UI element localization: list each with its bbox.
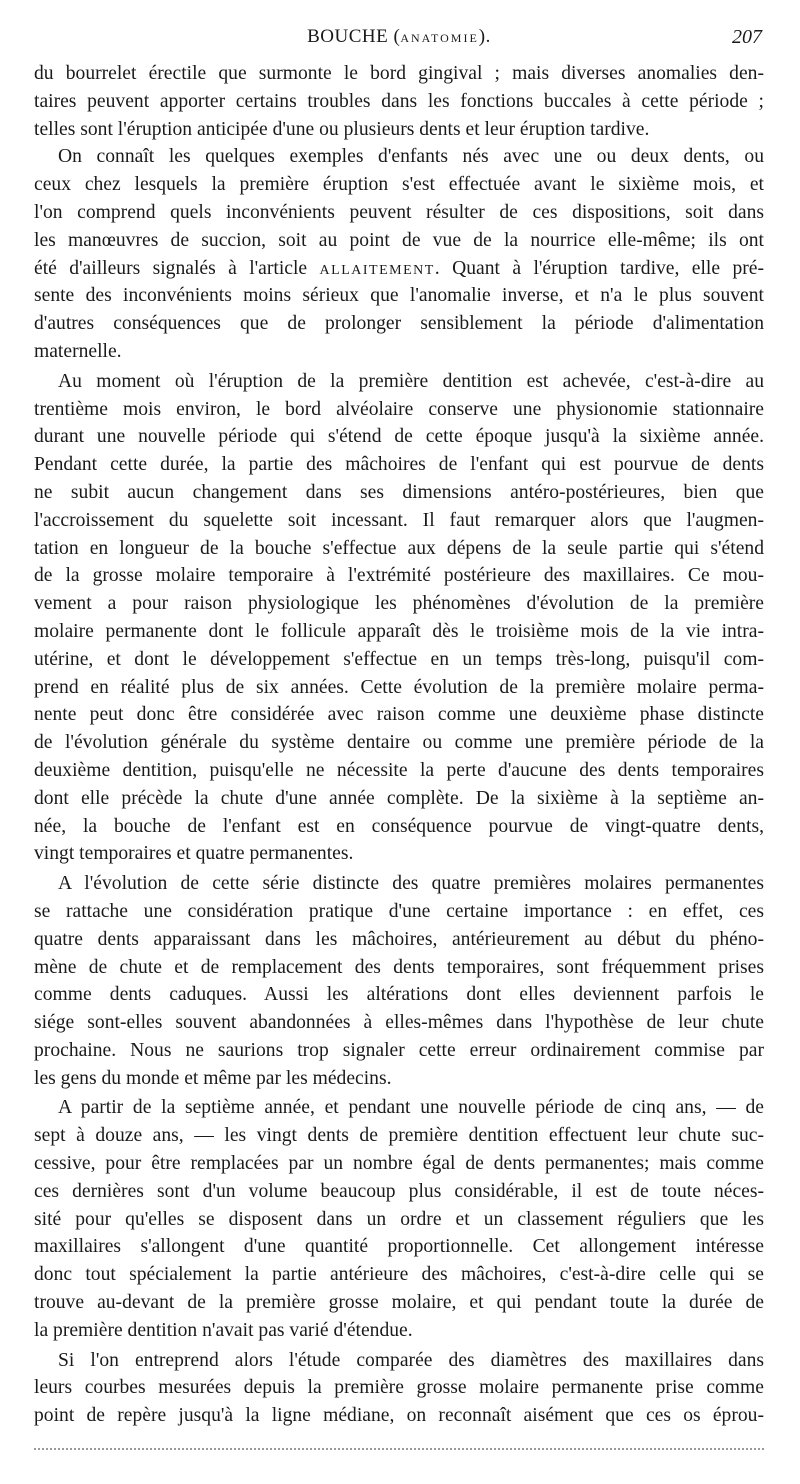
- text-line: mène de chute et de remplacement des dents temporaires, sont fréquemment prises: [34, 956, 764, 978]
- text-line: cessive, pour être remplacées par un nombre égal de dents permanentes; mais comme: [34, 1153, 764, 1175]
- running-title: [34, 26, 764, 48]
- text-line: siége sont-elles souvent abandonnées à elles-mêmes dans l'hypothèse de leur chute: [34, 1012, 764, 1034]
- text-line: A l'évolution de cette série distincte des quatre premières molaires permanentes: [58, 873, 764, 895]
- text-line: Au moment où l'éruption de la première dentition est achevée, c'est-à-dire au: [58, 370, 764, 392]
- paragraph: [34, 368, 764, 868]
- text-line: sité pour qu'elles se disposent dans un ordre et un classement réguliers que les: [34, 1208, 764, 1230]
- text-line: vingt temporaires et quatre permanentes.: [34, 843, 354, 865]
- text-segment: été d'ailleurs signalés à l'article: [34, 257, 320, 279]
- text-line: nente peut donc être considérée avec raison comme une deuxième phase distincte: [34, 704, 764, 726]
- running-title-end: ).: [478, 26, 491, 47]
- text-line: vement a pour raison physiologique les phénomènes d'évolution de la première: [34, 593, 764, 615]
- text-line: tation en longueur de la bouche s'effectue aux dépens de la seule partie qui s'étend: [34, 537, 764, 559]
- text-line: les gens du monde et même par les médecins.: [34, 1067, 392, 1089]
- text-line: l'on comprend quels inconvénients peuvent résulter de ces dispositions, soit dans: [34, 201, 764, 223]
- text-line: On connaît les quelques exemples d'enfants nés avec une ou deux dents, ou: [58, 146, 764, 168]
- text-line: donc tout spécialement la partie antérieure des mâchoires, c'est-à-dire celle qui se: [34, 1264, 764, 1286]
- text-line: sept à douze ans, — les vingt dents de première dentition effectuent leur chute suc-: [34, 1125, 764, 1147]
- text-line: sente des inconvénients moins sérieux que l'anomalie inverse, et n'a le plus souvent: [34, 285, 764, 307]
- text-line: telles sont l'éruption anticipée d'une ou plusieurs dents et leur éruption tardive.: [34, 118, 650, 140]
- text-line: point de repère jusqu'à la ligne médiane, on reconnaît aisément que ces os éprou-: [34, 1405, 764, 1427]
- running-title-main: BOUCHE (: [307, 26, 401, 47]
- text-line: deuxième dentition, puisqu'elle ne nécessite la perte d'aucune des dents temporaires: [34, 759, 764, 781]
- paragraph: [34, 143, 764, 365]
- article-reference: ALLAITEMENT: [319, 262, 435, 278]
- text-line: maxillaires s'allongent d'une quantité proportionnelle. Cet allongement intéresse: [34, 1236, 764, 1258]
- text-line: du bourrelet érectile que surmonte le bord gingival ; mais diverses anomalies den-: [34, 63, 764, 84]
- paragraph: [34, 1094, 764, 1344]
- text-line: dont elle précède la chute d'une année complète. De la sixième à la septième an-: [34, 787, 764, 809]
- paragraph: [34, 60, 764, 143]
- body-text: [34, 60, 764, 1430]
- text-line: les manœuvres de succion, soit au point de vue de la nourrice elle-même; ils ont: [34, 229, 764, 251]
- text-line: l'accroissement du squelette soit incessant. Il faut remarquer alors que l'augmen-: [34, 509, 764, 531]
- page-number: 207: [732, 26, 762, 48]
- text-line: d'autres conséquences que de prolonger sensiblement la période d'alimentation: [34, 313, 764, 335]
- text-line: taires peuvent apporter certains troubles dans les fonctions buccales à cette période ;: [34, 90, 764, 112]
- text-line: maternelle.: [34, 340, 122, 362]
- text-line: durant une nouvelle période qui s'étend de cette époque jusqu'à la sixième année.: [34, 426, 764, 448]
- running-header: [34, 26, 764, 52]
- text-line: trouve au-devant de la première grosse molaire, et qui pendant toute la durée de: [34, 1292, 764, 1314]
- text-line: leurs courbes mesurées depuis la première grosse molaire permanente prise comme: [34, 1377, 764, 1399]
- paragraph: [34, 1347, 764, 1430]
- text-line: ceux chez lesquels la première éruption s'est effectuée avant le sixième mois, et: [34, 174, 764, 196]
- footer-divider: [34, 1448, 764, 1450]
- text-line: quatre dents apparaissant dans les mâchoires, antérieurement au début du phéno-: [34, 928, 764, 950]
- text-line: Si l'on entreprend alors l'étude comparée des diamètres des maxillaires dans: [58, 1349, 764, 1371]
- text-line: prochaine. Nous ne saurions trop signaler cette erreur ordinairement commise par: [34, 1039, 764, 1061]
- text-line: née, la bouche de l'enfant est en conséquence pourvue de vingt-quatre dents,: [34, 815, 764, 837]
- text-line: la première dentition n'avait pas varié d'étendue.: [34, 1319, 413, 1341]
- text-segment: . Quant à l'éruption tardive, elle pré-: [434, 257, 764, 279]
- text-line: de la grosse molaire temporaire à l'extrémité postérieure des maxillaires. Ce mou-: [34, 565, 764, 587]
- text-line: molaire permanente dont le follicule apparaît dès le troisième mois de la vie intra-: [34, 620, 764, 642]
- text-line: se rattache une considération pratique d'une certaine importance : en effet, ces: [34, 900, 764, 922]
- text-line: utérine, et dont le développement s'effectue en un temps très-long, puisqu'il com-: [34, 648, 764, 670]
- text-line: [34, 255, 764, 283]
- text-line: ne subit aucun changement dans ses dimensions antéro-postérieures, bien que: [34, 481, 764, 503]
- text-line: trentième mois environ, le bord alvéolaire conserve une physionomie stationnaire: [34, 398, 764, 420]
- text-line: comme dents caduques. Aussi les altérations dont elles deviennent parfois le: [34, 984, 764, 1006]
- text-line: A partir de la septième année, et pendant une nouvelle période de cinq ans, — de: [58, 1097, 764, 1119]
- paragraph: [34, 870, 764, 1092]
- text-line: de l'évolution générale du système dentaire ou comme une première période de la: [34, 732, 764, 754]
- running-title-section: ANATOMIE: [400, 31, 479, 45]
- text-line: prend en réalité plus de six années. Cette évolution de la première molaire perma-: [34, 676, 764, 698]
- text-line: ces dernières sont d'un volume beaucoup plus considérable, il est de toute néces-: [34, 1180, 764, 1202]
- text-line: Pendant cette durée, la partie des mâchoires de l'enfant qui est pourvue de dents: [34, 454, 764, 476]
